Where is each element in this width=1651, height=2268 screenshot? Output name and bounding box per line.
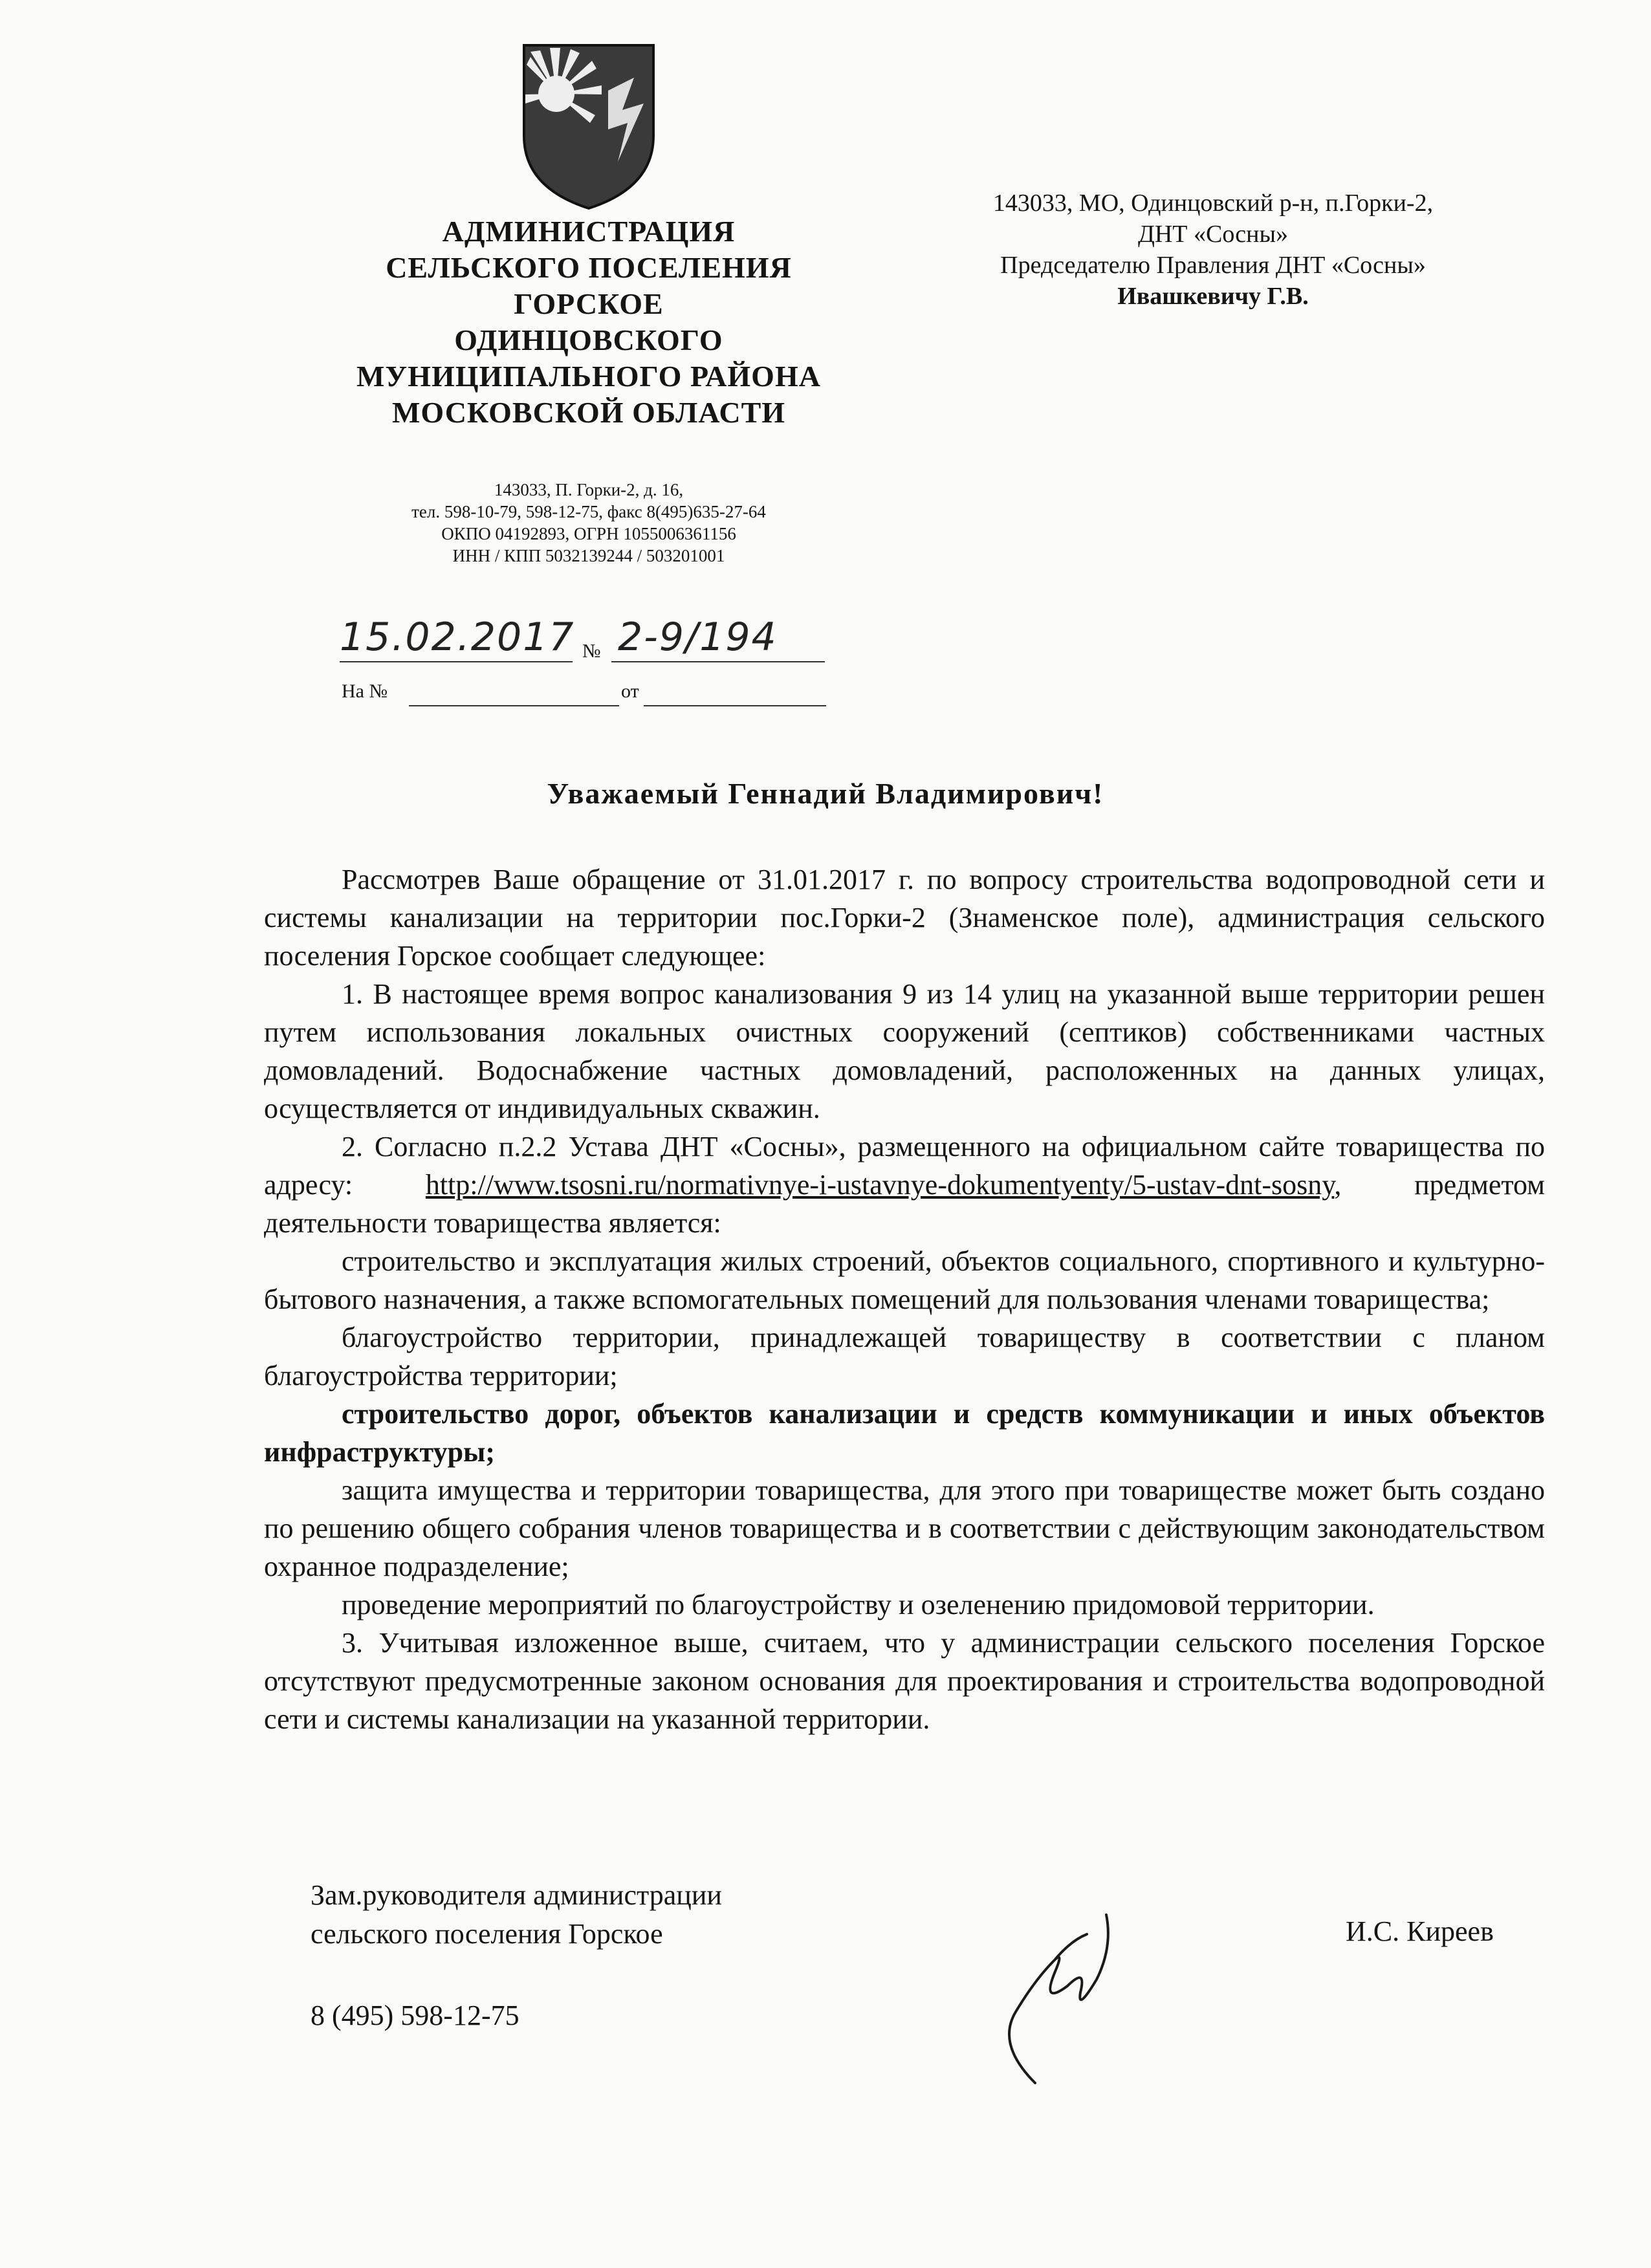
organization-requisites: [311, 479, 867, 567]
paragraph-3: 3. Учитывая изложенное выше, считаем, что у администрации сельского поселения Горское отсутствуют предусмотренные законом основания для проектирования и строительства водопроводной сети и системы канализации на указанной территории.: [264, 1627, 1545, 1735]
registration-date: 15.02.2017: [340, 615, 575, 660]
coat-of-arms-emblem: [511, 39, 666, 213]
org-line: МУНИЦИПАЛЬНОГО РАЙОНА: [356, 360, 821, 393]
paragraph-2-tail: , предметом деятельности товарищества является:: [264, 1169, 1545, 1239]
charter-link[interactable]: http://www.tsosni.ru/normativnye-i-ustavnye-dokumentyenty/5-ustav-dnt-sosny: [425, 1169, 1335, 1201]
org-line: АДМИНИСТРАЦИЯ: [442, 215, 736, 248]
reply-to-label: На №: [342, 681, 388, 702]
signer-position-line: сельского поселения Горское: [311, 1918, 663, 1950]
salutation: Уважаемый Геннадий Владимирович!: [547, 777, 1104, 810]
recipient-name: Ивашкевичу Г.В.: [1117, 283, 1309, 310]
list-item: защита имущества и территории товарищества, для этого при товариществе может быть создано по решению общего собрания членов товарищества и в соответствии с действующим законодательством охранное подразделение;: [264, 1474, 1545, 1582]
signer-position: [311, 1876, 893, 1954]
contact-phone: 8 (495) 598-12-75: [311, 2000, 519, 2031]
requisite-line: тел. 598-10-79, 598-12-75, факс 8(495)635-27-64: [411, 502, 766, 521]
recipient-organization: ДНТ «Сосны»: [1137, 221, 1289, 248]
intro-paragraph: Рассмотрев Ваше обращение от 31.01.2017 г. по вопросу строительства водопроводной сети и системы канализации на территории пос.Горки-2 (Знаменское поле), администрация сельского поселения Горское сообщает следующее:: [264, 864, 1545, 972]
list-item: проведение мероприятий по благоустройству и озеленению придомовой территории.: [342, 1589, 1375, 1620]
requisite-line: ОКПО 04192893, ОГРН 1055006361156: [441, 524, 736, 543]
recipient-position: Председателю Правления ДНТ «Сосны»: [1000, 252, 1426, 279]
signer-name: И.С. Киреев: [1346, 1915, 1494, 1947]
requisite-line: 143033, П. Горки-2, д. 16,: [494, 480, 684, 499]
reply-from-label: от: [621, 681, 639, 702]
recipient-block: [886, 188, 1540, 312]
reply-number-underline: [409, 705, 619, 706]
paragraph-1: 1. В настоящее время вопрос канализования 9 из 14 улиц на указанной выше территории решен путем использования локальных очистных сооружений (септиков) собственниками частных домовладений. Водоснабжение частных домовладений, расположенных на данных улицах, осуществляется от индивидуальных скважин.: [264, 978, 1545, 1124]
reply-date-underline: [644, 705, 826, 706]
org-line: СЕЛЬСКОГО ПОСЕЛЕНИЯ: [386, 251, 792, 284]
list-item-bold: строительство дорог, объектов канализации и средств коммуникации и иных объектов инфраструктуры;: [264, 1398, 1545, 1468]
paragraph-2-text: 2. Согласно п.2.2 Устава ДНТ «Сосны», размещенного на официальном сайте товарищества по адресу:: [264, 1131, 1545, 1201]
letter-body: [264, 860, 1545, 1738]
list-item: благоустройство территории, принадлежащей товариществу в соответствии с планом благоустройства территории;: [264, 1322, 1545, 1391]
number-underline: [611, 661, 825, 662]
recipient-address: 143033, МО, Одинцовский р-н, п.Горки-2,: [992, 190, 1434, 217]
org-line: ОДИНЦОВСКОГО: [454, 323, 723, 356]
date-underline: [340, 661, 573, 662]
list-item: строительство и эксплуатация жилых строений, объектов социального, спортивного и культурно-бытового назначения, а также вспомогательных помещений для пользования членами товарищества;: [264, 1245, 1545, 1315]
signer-position-line: Зам.руководителя администрации: [311, 1879, 722, 1911]
organization-name: [311, 213, 867, 431]
number-sign: №: [582, 640, 601, 662]
paragraph-2: [264, 1128, 1545, 1242]
handwritten-signature: [957, 1889, 1152, 2096]
org-line: МОСКОВСКОЙ ОБЛАСТИ: [391, 396, 786, 429]
requisite-line: ИНН / КПП 5032139244 / 503201001: [452, 546, 725, 565]
org-line: ГОРСКОЕ: [514, 287, 664, 320]
registration-number: 2-9/194: [618, 615, 778, 660]
